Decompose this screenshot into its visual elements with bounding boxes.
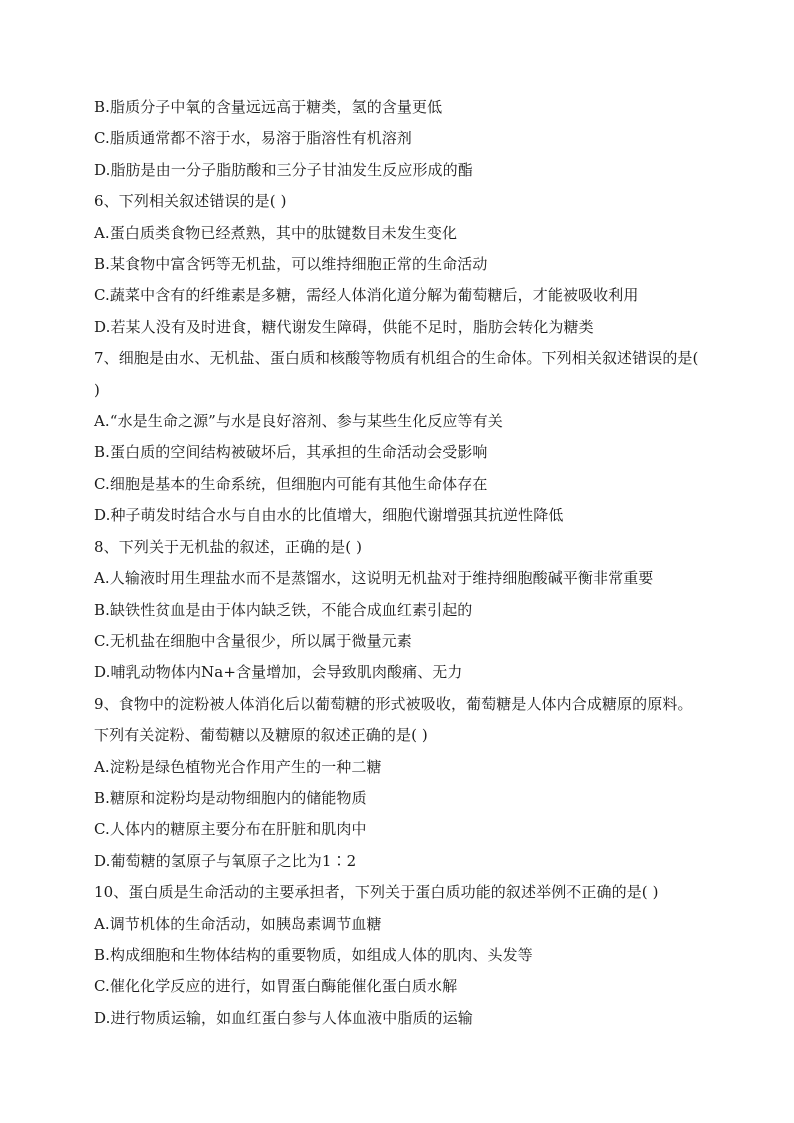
prev-question-options: [94, 92, 706, 186]
option-c: C.细胞是基本的生命系统，但细胞内可能有其他生命体存在: [94, 474, 488, 493]
option-b: B.构成细胞和生物体结构的重要物质，如组成人体的肌肉、头发等: [94, 945, 533, 964]
option-d: D.若某人没有及时进食，糖代谢发生障碍，供能不足时，脂肪会转化为糖类: [94, 317, 594, 336]
question-8: [94, 532, 706, 689]
option-b: B.糖原和淀粉均是动物细胞内的储能物质: [94, 788, 367, 807]
option-c: C.人体内的糖原主要分布在肝脏和肌肉中: [94, 820, 367, 839]
question-stem: 10、蛋白质是生命活动的主要承担者，下列关于蛋白质功能的叙述举例不正确的是( ): [94, 883, 659, 902]
option-list: [94, 406, 706, 532]
option-b: B.蛋白质的空间结构被破坏后，其承担的生命活动会受影响: [94, 443, 488, 462]
option-c: C.蔬菜中含有的纤维素是多糖，需经人体消化道分解为葡萄糖后，才能被吸收利用: [94, 286, 639, 305]
option-a: A.蛋白质类食物已经煮熟，其中的肽键数目未发生变化: [94, 223, 458, 242]
option-a: A.“水是生命之源”与水是良好溶剂、参与某些生化反应等有关: [94, 412, 503, 431]
option-a: A.淀粉是绿色植物光合作用产生的一种二糖: [94, 757, 382, 776]
question-stem: 8、下列关于无机盐的叙述，正确的是( ): [94, 537, 363, 556]
option-b: B.脂质分子中氧的含量远远高于糖类，氢的含量更低: [94, 98, 443, 116]
option-c: C.无机盐在细胞中含量很少，所以属于微量元素: [94, 631, 412, 650]
question-10: [94, 877, 706, 1034]
option-c: C.催化化学反应的进行，如胃蛋白酶能催化蛋白质水解: [94, 977, 458, 996]
option-d: D.哺乳动物体内Na+含量增加，会导致肌肉酸痛、无力: [94, 663, 463, 682]
question-stem: 9、食物中的淀粉被人体消化后以葡萄糖的形式被吸收，葡萄糖是人体内合成糖原的原料。下列有关淀粉、葡萄糖以及糖原的叙述正确的是( ): [94, 694, 693, 745]
option-list: [94, 218, 706, 344]
question-stem: 7、细胞是由水、无机盐、蛋白质和核酸等物质有机组合的生命体。下列相关叙述错误的是( ): [94, 349, 699, 399]
option-list: [94, 752, 706, 878]
option-b: B.某食物中富含钙等无机盐，可以维持细胞正常的生命活动: [94, 255, 488, 274]
option-d: D.种子萌发时结合水与自由水的比值增大，细胞代谢增强其抗逆性降低: [94, 506, 564, 525]
option-list: [94, 563, 706, 689]
option-d: D.脂肪是由一分子脂肪酸和三分子甘油发生反应形成的酯: [94, 160, 473, 179]
option-b: B.缺铁性贫血是由于体内缺乏铁，不能合成血红素引起的: [94, 600, 473, 619]
option-a: A.人输液时用生理盐水而不是蒸馏水，这说明无机盐对于维持细胞酸碱平衡非常重要: [94, 569, 654, 588]
question-9: [94, 689, 706, 877]
exam-page: [94, 92, 706, 1034]
option-list: [94, 909, 706, 1035]
question-stem: 6、下列相关叙述错误的是( ): [94, 192, 287, 211]
question-6: [94, 186, 706, 343]
option-a: A.调节机体的生命活动，如胰岛素调节血糖: [94, 914, 382, 933]
option-d: D.葡萄糖的氢原子与氧原子之比为1∶2: [94, 851, 357, 870]
option-d: D.进行物质运输，如血红蛋白参与人体血液中脂质的运输: [94, 1008, 473, 1027]
question-7: [94, 343, 706, 531]
option-c: C.脂质通常都不溶于水，易溶于脂溶性有机溶剂: [94, 129, 412, 148]
